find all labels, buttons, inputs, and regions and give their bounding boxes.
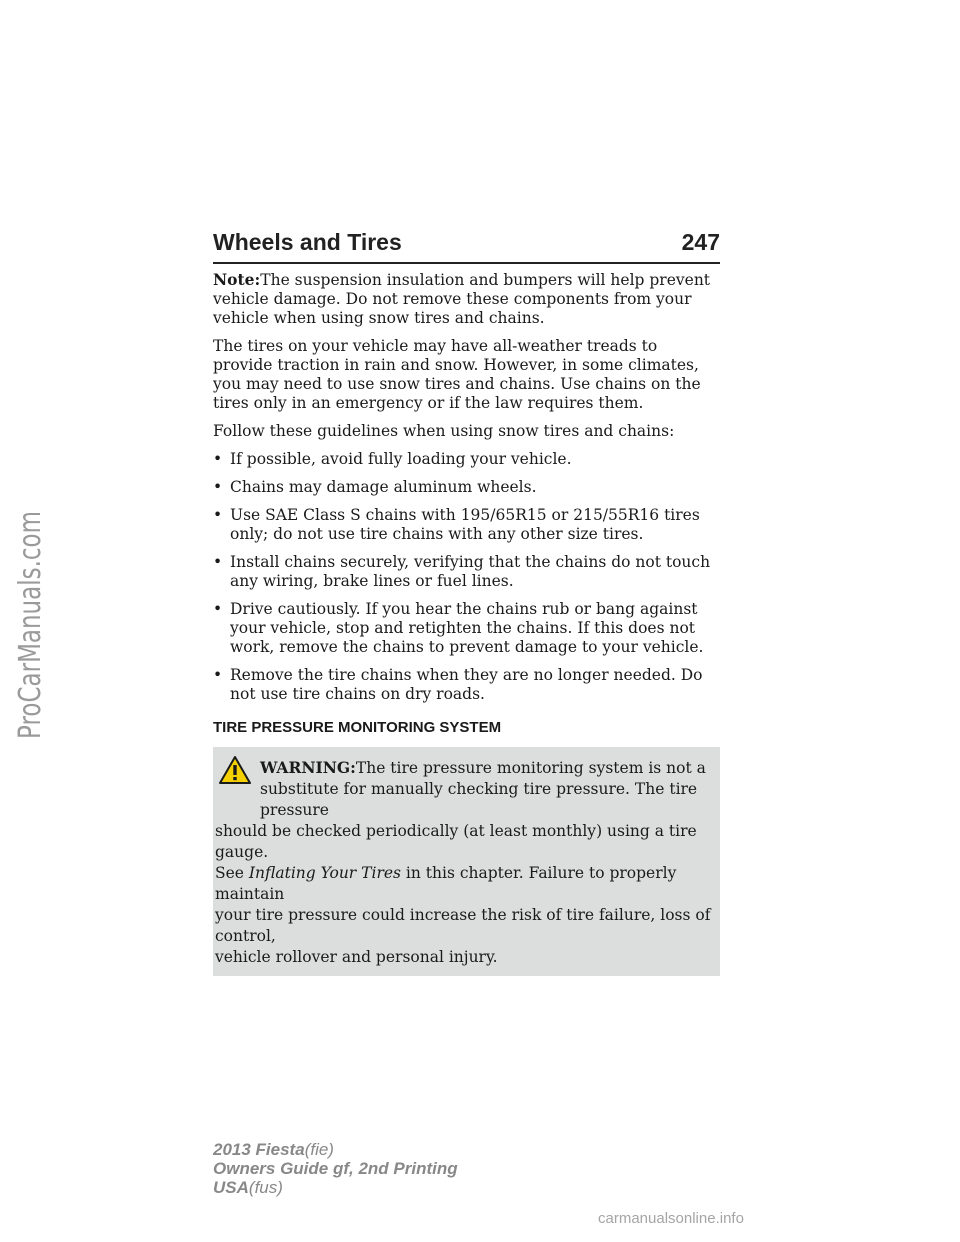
bullet-icon: •: [213, 553, 223, 571]
traction-paragraph: The tires on your vehicle may have all-weather treads to provide traction in rain and snow. However, in some climates, you may need to use snow tires and chains. Use chains on the tires only in an emergency or if the law requires them.: [213, 337, 701, 412]
warning-line: [213, 863, 712, 905]
bullet-icon: •: [213, 450, 223, 468]
warning-line: [213, 757, 712, 779]
list-item-text: Drive cautiously. If you hear the chains rub or bang against your vehicle, stop and retighten the chains. If this does not work, remove the chains to prevent damage to your vehicle.: [230, 600, 704, 656]
list-item-text: Remove the tire chains when they are no longer needed. Do not use tire chains on dry roads.: [230, 666, 703, 703]
footer-market-code: (fus): [248, 1178, 283, 1197]
page-number: 247: [681, 229, 720, 255]
bullet-icon: •: [213, 506, 223, 524]
warning-text: The tire pressure monitoring system is not a: [355, 759, 706, 777]
guidelines-intro: Follow these guidelines when using snow tires and chains:: [213, 422, 675, 440]
warning-line: vehicle rollover and personal injury.: [215, 948, 498, 966]
warning-see-suffix: in this chapter. Failure to properly maintain: [215, 864, 677, 903]
list-item-text: Use SAE Class S chains with 195/65R15 or 215/55R16 tires only; do not use tire chains with any other size tires.: [230, 506, 700, 543]
list-item: [213, 666, 720, 704]
note-paragraph: [213, 270, 720, 328]
page-header: [213, 229, 720, 256]
warning-label: WARNING:: [260, 758, 356, 777]
footer-model-code: (fie): [304, 1140, 334, 1159]
list-item: [213, 553, 720, 591]
page-content: [213, 270, 720, 976]
footer-market-line: [213, 1178, 458, 1197]
side-watermark: [4, 510, 52, 740]
footer-model-line: [213, 1140, 458, 1159]
warning-line: your tire pressure could increase the risk of tire failure, loss of control,: [215, 906, 711, 945]
footer-market: USA: [213, 1178, 249, 1197]
warning-line: should be checked periodically (at least monthly) using a tire gauge.: [215, 822, 697, 861]
bullet-icon: •: [213, 600, 223, 618]
warning-triangle-icon: [218, 755, 252, 785]
list-item: [213, 478, 720, 497]
page-footer: [213, 1140, 458, 1197]
bullet-icon: •: [213, 478, 223, 496]
warning-line: substitute for manually checking tire pressure. The tire pressure: [260, 780, 698, 819]
list-item-text: If possible, avoid fully loading your vehicle.: [230, 450, 572, 468]
list-item: [213, 506, 720, 544]
bottom-watermark: carmanualsonline.info: [598, 1210, 744, 1227]
bullet-icon: •: [213, 666, 223, 684]
list-item: [213, 600, 720, 657]
note-text: The suspension insulation and bumpers will help prevent vehicle damage. Do not remove these components from your vehicle when using snow tires and chains.: [213, 271, 711, 327]
list-item-text: Chains may damage aluminum wheels.: [230, 478, 537, 496]
list-item: [213, 450, 720, 469]
warning-see-prefix: See: [215, 864, 249, 882]
warning-box: [213, 747, 720, 976]
page-title: Wheels and Tires: [213, 229, 402, 255]
section-heading: TIRE PRESSURE MONITORING SYSTEM: [213, 719, 502, 736]
guidelines-list: [213, 450, 720, 704]
footer-model: 2013 Fiesta: [213, 1140, 305, 1159]
list-item-text: Install chains securely, verifying that the chains do not touch any wiring, brake lines or fuel lines.: [230, 553, 711, 590]
warning-reference: Inflating Your Tires: [248, 864, 401, 882]
side-watermark-text: ProCarManuals.com: [13, 510, 48, 739]
header-rule: [213, 262, 720, 264]
footer-guide: Owners Guide gf, 2nd Printing: [213, 1159, 458, 1178]
note-label: Note:: [213, 270, 261, 289]
